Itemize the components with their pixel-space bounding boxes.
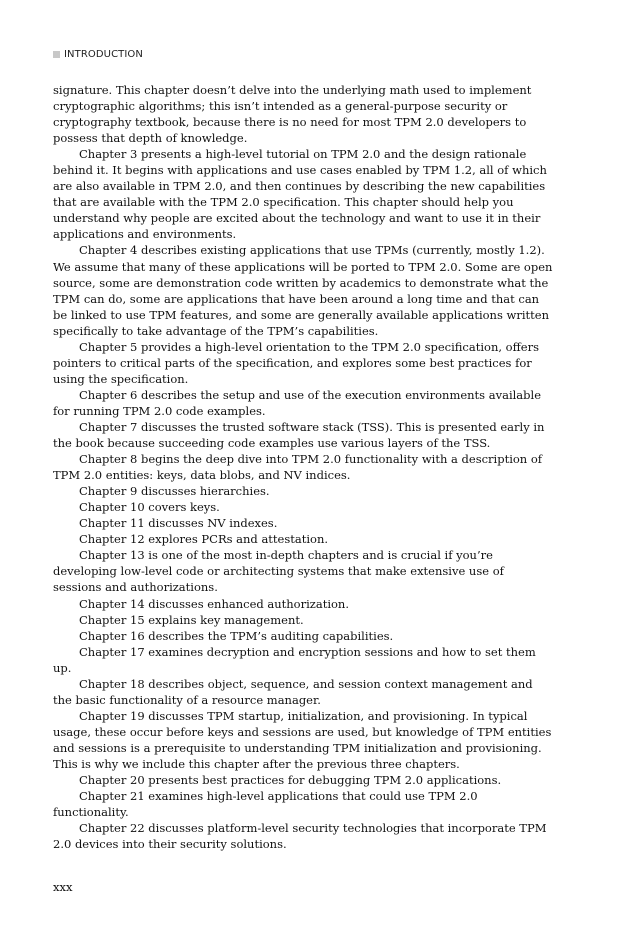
header-square-marker: [53, 51, 60, 58]
paragraph-continuation: signature. This chapter doesn’t delve into the underlying math used to implement cryptographic algorithms; this isn’t intended as a general-purpose security or cryptography textbook, because there is no need for most TPM 2.0 developers to possess that depth of knowledge.: [53, 83, 532, 146]
paragraph-chapter-5: Chapter 5 provides a high-level orientation to the TPM 2.0 specification, offers pointers to critical parts of the specification, and explores some best practices for using the specification.: [53, 339, 539, 386]
paragraph-chapter-19: Chapter 19 discusses TPM startup, initialization, and provisioning. In typical usage, these occur before keys and sessions are used, but knowledge of TPM entities and sessions is a prerequisite to understanding TPM initialization and provisioning. This is why we include this chapter after the previous three chapters.: [53, 708, 552, 771]
paragraph-chapter-20: Chapter 20 presents best practices for debugging TPM 2.0 applications.: [79, 773, 502, 788]
paragraph-chapter-15: Chapter 15 explains key management.: [79, 612, 304, 627]
paragraph-chapter-22: Chapter 22 discusses platform-level security technologies that incorporate TPM 2.0 devices into their security solutions.: [53, 821, 547, 852]
paragraph-chapter-16: Chapter 16 describes the TPM’s auditing capabilities.: [79, 628, 394, 643]
paragraph-chapter-17: Chapter 17 examines decryption and encryption sessions and how to set them up.: [53, 644, 536, 675]
section-label: INTRODUCTION: [64, 49, 143, 60]
body-text: [53, 82, 553, 852]
paragraph-chapter-10: Chapter 10 covers keys.: [79, 500, 220, 515]
running-header: [53, 49, 143, 60]
paragraph-chapter-13: Chapter 13 is one of the most in-depth chapters and is crucial if you’re developing low-level code or architecting systems that make extensive use of sessions and authorizations.: [53, 548, 504, 595]
paragraph-chapter-21: Chapter 21 examines high-level applications that could use TPM 2.0 functionality.: [53, 789, 478, 820]
paragraph-chapter-14: Chapter 14 discusses enhanced authorization.: [79, 596, 349, 611]
paragraph-chapter-9: Chapter 9 discusses hierarchies.: [79, 484, 270, 499]
page-number: xxx: [53, 880, 73, 894]
paragraph-chapter-18: Chapter 18 describes object, sequence, and session context management and the basic functionality of a resource manager.: [53, 676, 533, 707]
paragraph-chapter-8: Chapter 8 begins the deep dive into TPM 2.0 functionality with a description of TPM 2.0 entities: keys, data blobs, and NV indices.: [53, 452, 543, 483]
paragraph-chapter-6: Chapter 6 describes the setup and use of the execution environments available for running TPM 2.0 code examples.: [53, 387, 542, 418]
paragraph-chapter-3: Chapter 3 presents a high-level tutorial on TPM 2.0 and the design rationale behind it. It begins with applications and use cases enabled by TPM 1.2, all of which are also available in TPM 2.0, and then continues by describing the new capabilities that are available with the TPM 2.0 specification. This chapter should help you understand why people are excited about the technology and want to use it in their applications and environments.: [53, 147, 547, 242]
paragraph-chapter-12: Chapter 12 explores PCRs and attestation.: [79, 532, 329, 547]
paragraph-chapter-11: Chapter 11 discusses NV indexes.: [79, 516, 278, 531]
paragraph-chapter-4: Chapter 4 describes existing applications that use TPMs (currently, mostly 1.2). We assume that many of these applications will be ported to TPM 2.0. Some are open source, some are demonstration code written by academics to demonstrate what the TPM can do, some are applications that have been around a long time and that can be linked to use TPM features, and some are generally available applications written specifically to take advantage of the TPM’s capabilities.: [53, 243, 553, 338]
paragraph-chapter-7: Chapter 7 discusses the trusted software stack (TSS). This is presented early in the book because succeeding code examples use various layers of the TSS.: [53, 419, 545, 451]
